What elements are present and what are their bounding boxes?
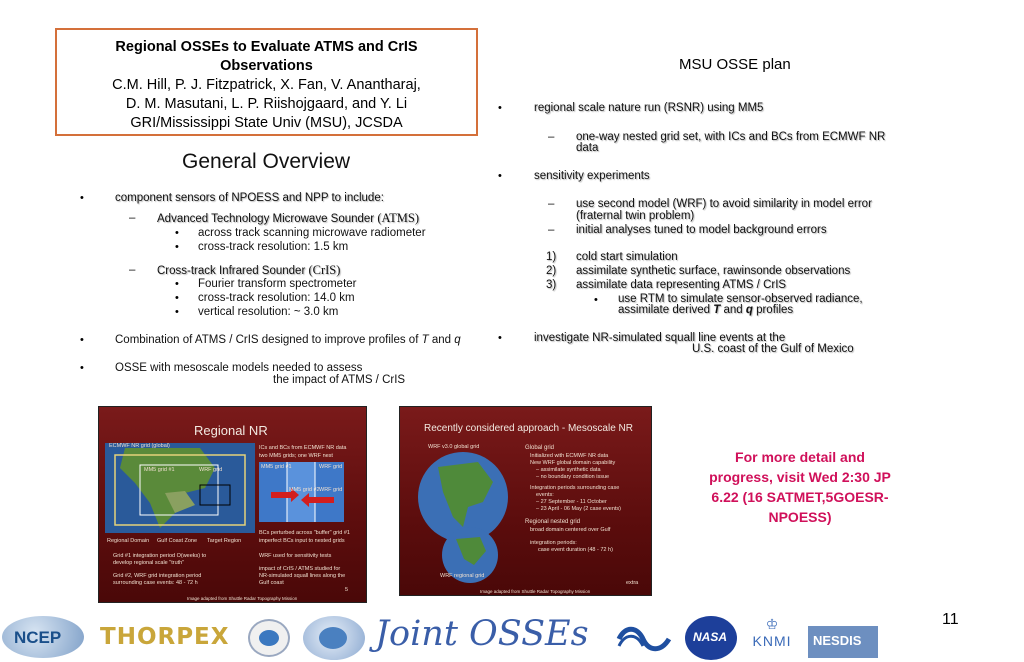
overview-bullet-combination: Combination of ATMS / CrIS designed to improve profiles of T and q: [115, 334, 461, 346]
thumb1-mm5-grid2-label: MM5 grid #2: [289, 487, 320, 493]
thumb2-text-9: – 23 April - 06 May (2 case events): [536, 506, 621, 512]
plan-bullet-squall-line2: U.S. coast of the Gulf of Mexico: [692, 343, 854, 355]
logo-bar: [0, 612, 1024, 662]
thumb2-text-1: Global grid: [525, 445, 555, 451]
bullet-icon: •: [498, 102, 502, 114]
general-overview-heading: General Overview: [182, 150, 351, 173]
regional-nr-slide-thumbnail: [98, 406, 367, 603]
thumb2-text-6: Integration periods surrounding case: [530, 485, 620, 491]
thumb1-mm5-grid1-label: MM5 grid #1: [144, 467, 175, 473]
detail-note: For more detail and progress, visit Wed 2:30 JP 6.22 (16 SATMET,5GOESR-NPOESS): [709, 449, 891, 525]
rsnr-sub-line1: one-way nested grid set, with ICs and BCs from ECMWF NR: [576, 131, 886, 143]
q-symbol: q: [745, 304, 753, 316]
thumb1-text-1: Grid #1 integration period O(weeks) to: [113, 553, 207, 559]
cris-item-1: Fourier transform spectrometer: [198, 278, 357, 290]
thumb2-text-8: – 27 September - 11 October: [536, 499, 607, 505]
step-3-sub-line2: assimilate derived T and q profiles: [618, 304, 794, 316]
thumb1-bullet-4: imperfect BCs input to nested grids: [259, 538, 345, 544]
ncep-logo-text: NCEP: [14, 628, 62, 647]
ecmwf-logo-icon: [615, 626, 673, 652]
thumb2-title: Recently considered approach - Mesoscale NR: [424, 423, 633, 434]
thumb2-text-7: events:: [536, 492, 554, 498]
thumb1-mm5-grid1b-label: MM5 grid #1: [261, 464, 292, 470]
thumb2-globe-label: WRF v3.0 global grid: [428, 444, 480, 450]
overview-bullet-osse-line2: the impact of ATMS / CrIS: [273, 374, 406, 386]
page-number: 11: [942, 611, 959, 628]
noaa-emblem-icon: [248, 619, 290, 657]
sensitivity-sub1-line1: use second model (WRF) to avoid similarity in model error: [576, 198, 872, 210]
step-2: assimilate synthetic surface, rawinsonde observations: [576, 265, 851, 277]
q-symbol: q: [454, 334, 461, 346]
thorpex-logo: THORPEX: [100, 624, 230, 650]
plan-bullet-squall-line1: investigate NR-simulated squall line events at the: [534, 332, 786, 344]
thumb1-page-number: 5: [345, 587, 349, 593]
bullet-icon: •: [175, 227, 179, 239]
thumb2-globe-graphic: [408, 447, 518, 587]
affiliation: GRI/Mississippi State Univ (MSU), JCSDA: [130, 115, 403, 131]
thumb1-wrf-grid-label: WRF grid: [199, 467, 223, 473]
thumb1-wrf-gridc-label: WRF grid: [319, 487, 343, 493]
thumb1-bullet-1: ICs and BCs from ECMWF NR data: [259, 445, 347, 451]
thumb1-legend-2: Gulf Coast Zone: [157, 538, 198, 544]
authors-line1: C.M. Hill, P. J. Fitzpatrick, X. Fan, V. Anantharaj,: [112, 77, 421, 93]
thumb1-legend-1: Regional Domain: [107, 538, 150, 544]
knmi-logo: [748, 616, 796, 660]
ncep-logo-icon: [2, 616, 84, 658]
cris-item-2: cross-track resolution: 14.0 km: [198, 292, 355, 304]
step-1-number: 1): [546, 251, 557, 263]
atms-abbr: (ATMS): [377, 211, 420, 225]
title-line1: Regional OSSEs to Evaluate ATMS and CrIS: [115, 39, 418, 55]
thumb1-text-6: impact of CrIS / ATMS studied for: [259, 566, 341, 572]
overview-bullet-sensors: component sensors of NPOESS and NPP to include:: [115, 192, 384, 204]
thumb2-text-10: Regional nested grid: [525, 519, 581, 525]
thumb1-bullet-2: two MM5 grids; one WRF nest: [259, 453, 333, 459]
bullet-icon: •: [498, 170, 502, 182]
thumb2-text-12: integration periods:: [530, 540, 577, 546]
bullet-icon: •: [175, 278, 179, 290]
thumb1-map-label: ECMWF NR grid (global): [109, 443, 170, 449]
thumb1-bullet-3: BCs perturbed across "buffer" grid #1: [259, 530, 350, 536]
cris-heading: [157, 263, 340, 278]
esrl-emblem-icon: [303, 616, 365, 660]
crown-icon: ♔: [765, 616, 779, 632]
title-line2: Observations: [220, 58, 313, 74]
thumb1-text-2: develop regional scale "truth": [113, 560, 185, 566]
bullet-icon: •: [80, 334, 84, 346]
thumb1-legend-3: Target Region: [207, 538, 242, 544]
cris-abbr: (CrIS): [308, 263, 341, 277]
step-3-sub-line1: use RTM to simulate sensor-observed radiance,: [618, 293, 863, 305]
thumb2-text-13: case event duration (48 - 72 h): [538, 547, 613, 553]
dash-icon: –: [548, 224, 555, 236]
bullet-icon: •: [175, 306, 179, 318]
dash-icon: –: [548, 131, 555, 143]
step-3: assimilate data representing ATMS / CrIS: [576, 279, 787, 291]
t-symbol: T: [713, 304, 721, 316]
nesdis-logo-text: NESDIS: [813, 633, 862, 648]
thumb1-title: Regional NR: [194, 423, 268, 438]
thumb2-text-11: broad domain centered over Gulf: [530, 527, 611, 533]
plan-bullet-sensitivity: sensitivity experiments: [534, 170, 650, 182]
overview-bullet-osse-line1: OSSE with mesoscale models needed to assess: [115, 362, 363, 374]
dash-icon: –: [129, 212, 136, 224]
thumb1-text-4: surrounding case events: 48 - 72 h: [113, 580, 198, 586]
cris-name: Cross-track Infrared Sounder: [157, 265, 309, 277]
atms-name: Advanced Technology Microwave Sounder: [157, 213, 378, 225]
dash-icon: –: [129, 264, 136, 276]
thumb1-wrf-gridb-label: WRF grid: [319, 464, 343, 470]
dash-icon: –: [548, 198, 555, 210]
nasa-logo-text: NASA: [693, 630, 728, 644]
nasa-logo-icon: [685, 616, 737, 660]
knmi-logo-text: KNMI: [752, 633, 792, 649]
step-3-number: 3): [546, 279, 557, 291]
joint-osses-logo: Joint OSSEs: [375, 614, 589, 654]
atms-item-1: across track scanning microwave radiometer: [198, 227, 426, 239]
thumb1-text-3: Grid #2, WRF grid integration period: [113, 573, 202, 579]
authors-line2: D. M. Masutani, L. P. Riishojgaard, and Y. Li: [125, 96, 408, 112]
title-box: [55, 28, 478, 136]
bullet-icon: •: [80, 362, 84, 374]
bullet-icon: •: [80, 192, 84, 204]
thumb2-regional-label: WRF regional grid: [440, 573, 485, 579]
thumb2-text-3: New WRF global domain capability: [530, 460, 616, 466]
thumb1-text-8: Gulf coast: [259, 580, 284, 586]
step-1: cold start simulation: [576, 251, 678, 263]
thumb1-map-graphic: [105, 443, 255, 533]
thumb2-credit: Image adapted from Shuttle Radar Topography Mission: [480, 589, 591, 594]
thumb2-text-4: – assimilate synthetic data: [536, 467, 601, 473]
bullet-icon: •: [498, 332, 502, 344]
t-symbol: T: [421, 334, 429, 346]
rsnr-sub-line2: data: [576, 142, 599, 154]
bullet-icon: •: [175, 241, 179, 253]
thumb2-text-2: Initialized with ECMWF NR data: [530, 453, 609, 459]
sensitivity-sub1-line2: (fraternal twin problem): [576, 210, 695, 222]
bullet-icon: •: [594, 294, 598, 306]
thumb1-text-5: WRF used for sensitivity tests: [259, 553, 332, 559]
thumb2-extra: extra: [626, 580, 639, 586]
thumb1-credit: Image adapted from Shuttle Radar Topography Mission: [187, 596, 298, 601]
bullet-icon: •: [175, 292, 179, 304]
thumb2-text-5: – no boundary condition issue: [536, 474, 610, 480]
cris-item-3: vertical resolution: ~ 3.0 km: [198, 306, 339, 318]
thumb1-text-7: NR-simulated squall lines along the: [259, 573, 346, 579]
nesdis-logo: [808, 626, 878, 658]
sensitivity-sub2: initial analyses tuned to model background errors: [576, 224, 827, 236]
atms-item-2: cross-track resolution: 1.5 km: [198, 241, 349, 253]
atms-heading: [157, 211, 419, 226]
step-2-number: 2): [546, 265, 557, 277]
msu-osse-plan-heading: MSU OSSE plan: [679, 56, 791, 73]
mesoscale-nr-slide-thumbnail: [399, 406, 652, 596]
plan-bullet-rsnr: regional scale nature run (RSNR) using MM5: [534, 102, 764, 114]
